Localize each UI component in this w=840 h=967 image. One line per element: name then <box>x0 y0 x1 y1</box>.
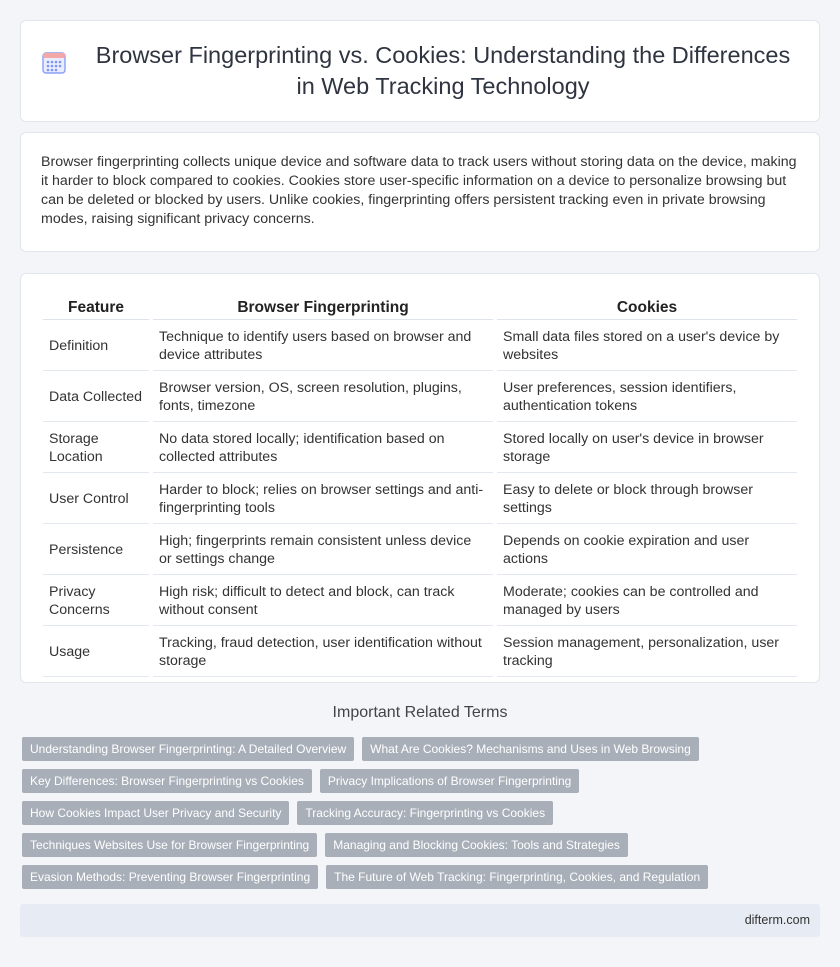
title-card <box>20 20 820 122</box>
row-fingerprinting: Tracking, fraud detection, user identification without storage <box>153 628 493 677</box>
related-term-link[interactable]: Key Differences: Browser Fingerprinting vs Cookies <box>22 769 312 793</box>
related-terms-title: Important Related Terms <box>332 704 508 721</box>
related-term-link[interactable]: Techniques Websites Use for Browser Fingerprinting <box>22 833 317 857</box>
row-feature: Data Collected <box>43 373 149 422</box>
row-feature: Usage <box>43 628 149 677</box>
related-term-link[interactable]: The Future of Web Tracking: Fingerprinting, Cookies, and Regulation <box>326 865 708 889</box>
row-fingerprinting: No data stored locally; identification based on collected attributes <box>153 424 493 473</box>
row-fingerprinting: Browser version, OS, screen resolution, plugins, fonts, timezone <box>153 373 493 422</box>
row-fingerprinting: Technique to identify users based on browser and device attributes <box>153 322 493 371</box>
related-term-link[interactable]: Tracking Accuracy: Fingerprinting vs Cookies <box>297 801 553 825</box>
tag-row <box>22 737 812 761</box>
tag-row <box>22 769 812 793</box>
related-term-link[interactable]: Privacy Implications of Browser Fingerprinting <box>320 769 579 793</box>
footer <box>20 904 820 937</box>
related-term-link[interactable]: What Are Cookies? Mechanisms and Uses in Web Browsing <box>362 737 699 761</box>
table-row <box>43 577 797 626</box>
intro-card <box>20 132 820 252</box>
related-term-link[interactable]: Understanding Browser Fingerprinting: A Detailed Overview <box>22 737 354 761</box>
page-title: Browser Fingerprinting vs. Cookies: Understanding the Differences in Web Tracking Technology <box>95 42 791 99</box>
related-term-link[interactable]: Evasion Methods: Preventing Browser Fingerprinting <box>22 865 318 889</box>
row-feature: Persistence <box>43 526 149 575</box>
footer-site-link[interactable]: difterm.com <box>744 913 810 927</box>
title-wrap <box>41 40 799 102</box>
table-row <box>43 628 797 677</box>
row-fingerprinting: Harder to block; relies on browser settings and anti-fingerprinting tools <box>153 475 493 524</box>
row-cookies: Easy to delete or block through browser settings <box>497 475 797 524</box>
intro-paragraph: Browser fingerprinting collects unique device and software data to track users without storing data on the device, making it harder to block compared to cookies. Cookies store user-specific information on a device to personalize browsing but can be deleted or blocked by users. Unlike cookies, fingerprinting offers persistent tracking even in private browsing modes, raising significant privacy concerns. <box>41 154 797 227</box>
related-terms-tags <box>22 737 812 897</box>
tag-row <box>22 865 812 889</box>
header-browser-fingerprinting: Browser Fingerprinting <box>153 296 493 320</box>
table-row <box>43 373 797 422</box>
table-row <box>43 424 797 473</box>
row-feature: Privacy Concerns <box>43 577 149 626</box>
table-row <box>43 526 797 575</box>
related-term-link[interactable]: How Cookies Impact User Privacy and Security <box>22 801 289 825</box>
calendar-grid-icon <box>41 49 67 75</box>
header-cookies: Cookies <box>497 296 797 320</box>
row-feature: User Control <box>43 475 149 524</box>
table-header-row <box>43 296 797 320</box>
row-cookies: User preferences, session identifiers, authentication tokens <box>497 373 797 422</box>
row-cookies: Moderate; cookies can be controlled and managed by users <box>497 577 797 626</box>
comparison-table <box>39 294 801 679</box>
comparison-table-card <box>20 273 820 683</box>
header-feature: Feature <box>43 296 149 320</box>
table-row <box>43 322 797 371</box>
row-cookies: Small data files stored on a user's device by websites <box>497 322 797 371</box>
tag-row <box>22 801 812 825</box>
row-cookies: Session management, personalization, user tracking <box>497 628 797 677</box>
row-feature: Definition <box>43 322 149 371</box>
row-fingerprinting: High; fingerprints remain consistent unless device or settings change <box>153 526 493 575</box>
row-feature: Storage Location <box>43 424 149 473</box>
row-cookies: Stored locally on user's device in browser storage <box>497 424 797 473</box>
related-term-link[interactable]: Managing and Blocking Cookies: Tools and Strategies <box>325 833 628 857</box>
row-fingerprinting: High risk; difficult to detect and block, can track without consent <box>153 577 493 626</box>
tag-row <box>22 833 812 857</box>
table-row <box>43 475 797 524</box>
row-cookies: Depends on cookie expiration and user actions <box>497 526 797 575</box>
